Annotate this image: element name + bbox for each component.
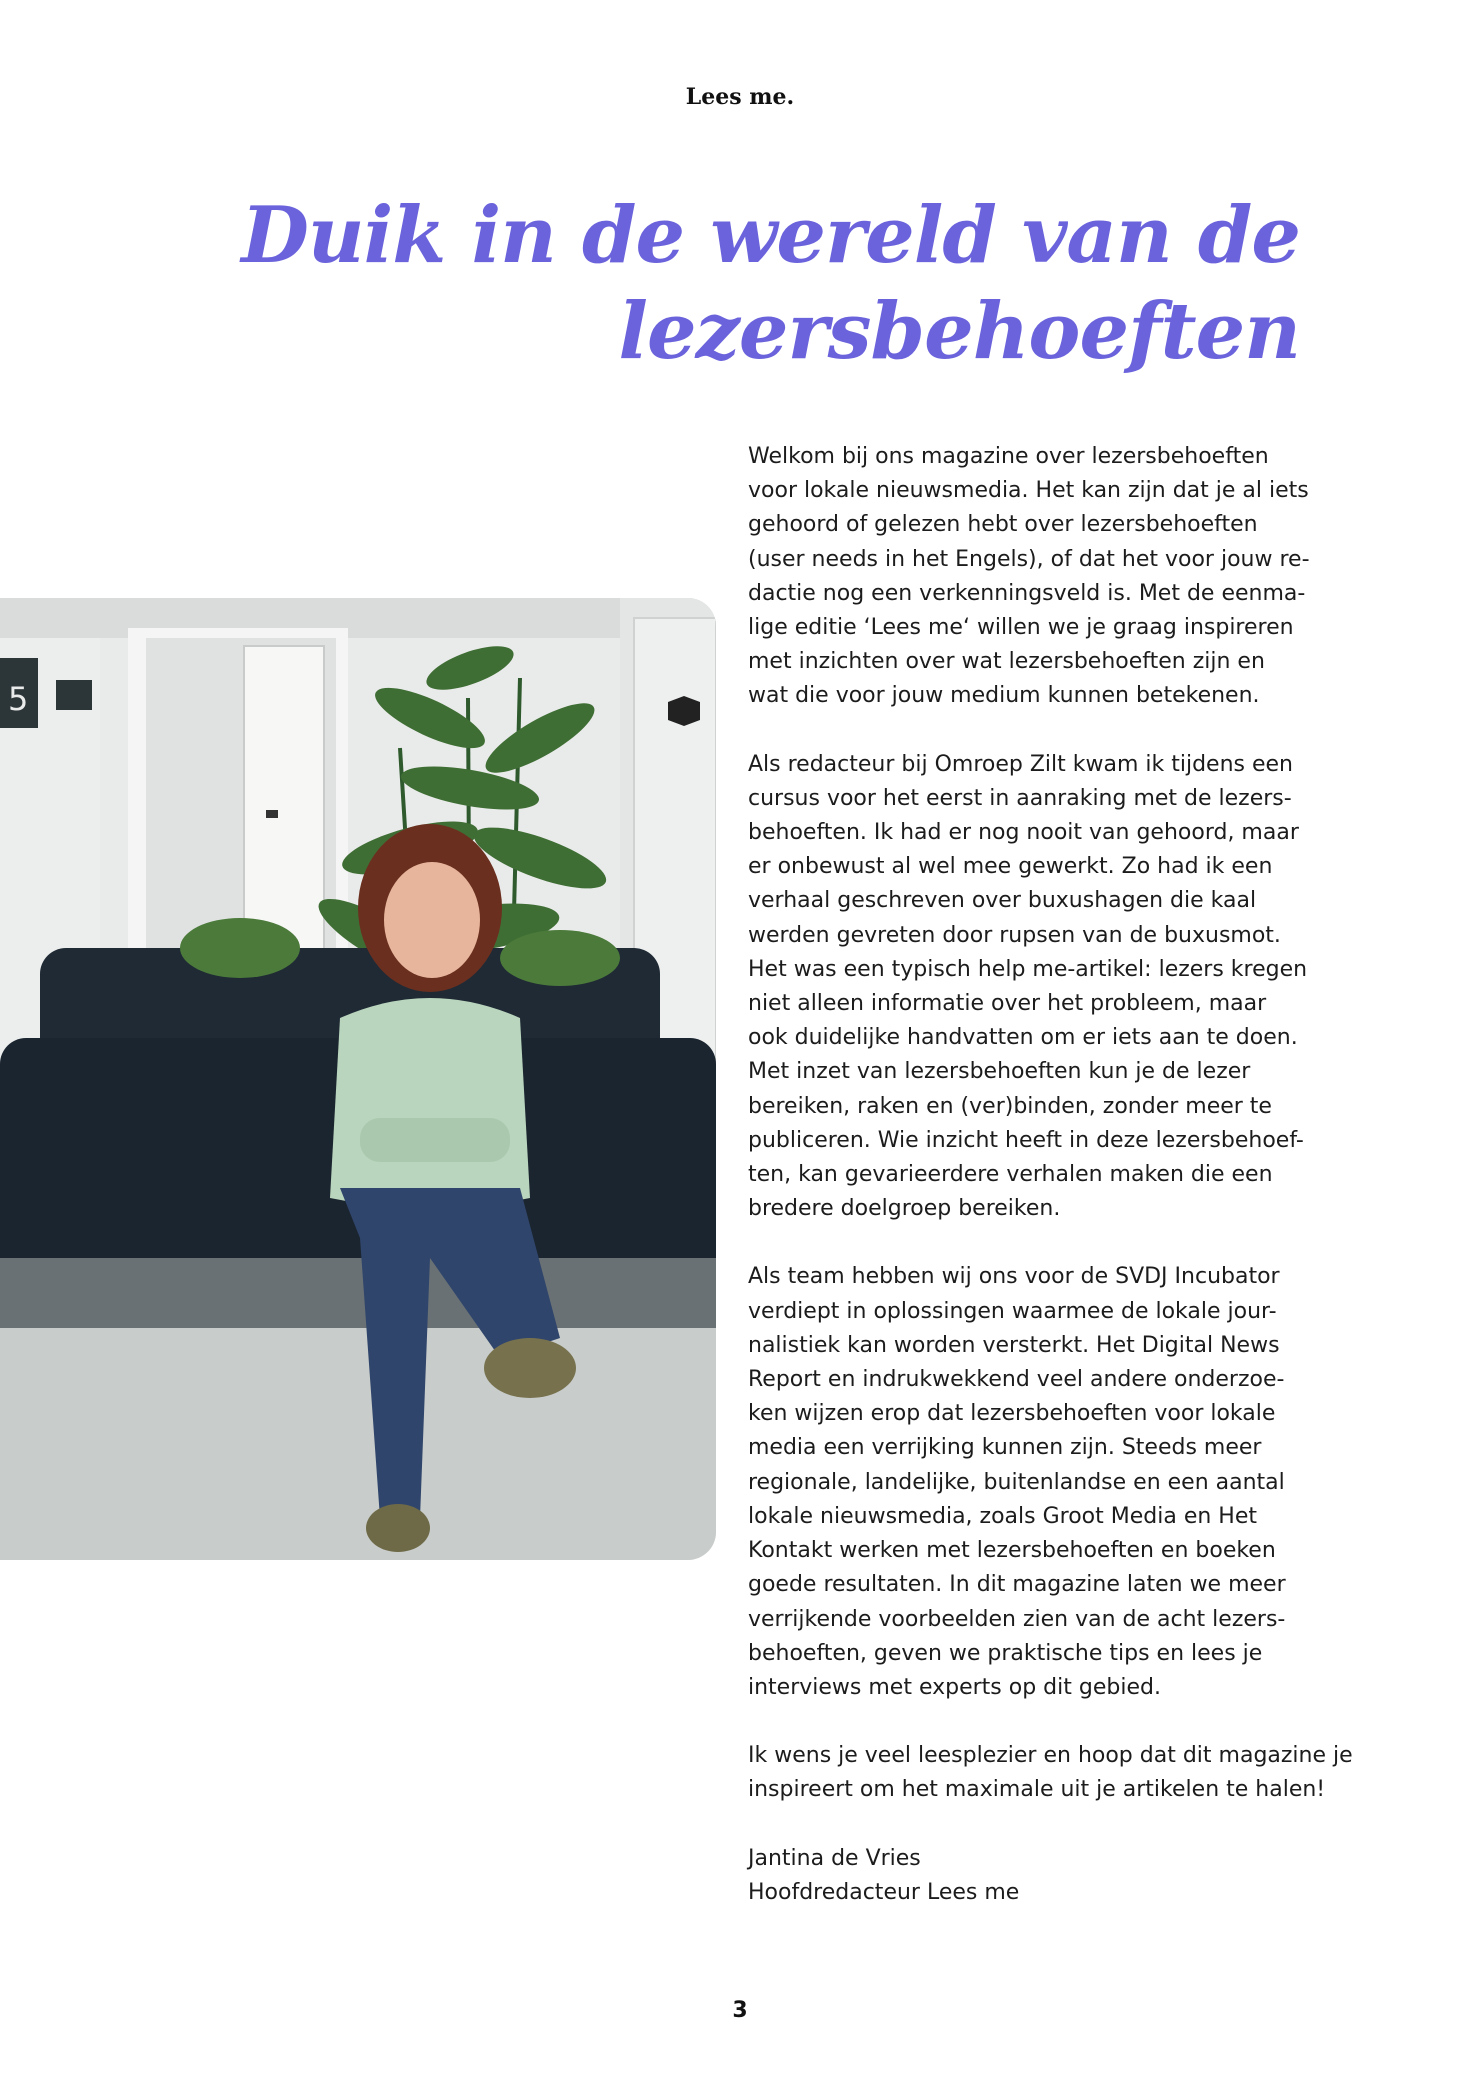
- headline-line-1: Duik in de wereld van de: [241, 190, 1300, 281]
- text-line: Als redacteur bij Omroep Zilt kwam ik tijdens een: [748, 751, 1294, 777]
- text-line: Report en indrukwekkend veel andere onderzoe-: [748, 1367, 1285, 1393]
- signature: [748, 1842, 1308, 1910]
- text-line: gehoord of gelezen hebt over lezersbehoeften: [748, 512, 1258, 538]
- text-line: voor lokale nieuwsmedia. Het kan zijn dat je al iets: [748, 478, 1309, 504]
- text-line: publiceren. Wie inzicht heeft in deze lezersbehoef-: [748, 1127, 1304, 1153]
- text-line: regionale, landelijke, buitenlandse en een aantal: [748, 1469, 1285, 1495]
- masthead: Lees me.: [685, 84, 795, 110]
- paragraph-4: [748, 1739, 1353, 1807]
- text-line: Ik wens je veel leesplezier en hoop dat dit magazine je: [748, 1743, 1353, 1769]
- headline: [100, 188, 1300, 380]
- photo-illustration: [0, 598, 716, 1560]
- text-line: werden gevreten door rupsen van de buxusmot.: [748, 922, 1281, 948]
- headline-line-2: lezersbehoeften: [618, 286, 1300, 377]
- text-line: Als team hebben wij ons voor de SVDJ Incubator: [748, 1264, 1280, 1290]
- page-number: 3: [732, 1998, 748, 2023]
- text-line: met inzichten over wat lezersbehoeften zijn en: [748, 649, 1265, 675]
- text-line: Het was een typisch help me-artikel: lezers kregen: [748, 956, 1308, 982]
- text-line: verrijkende voorbeelden zien van de acht lezers-: [748, 1606, 1286, 1632]
- text-line: Kontakt werken met lezersbehoeften en boeken: [748, 1538, 1276, 1564]
- text-line: Met inzet van lezersbehoeften kun je de lezer: [748, 1059, 1251, 1085]
- text-line: nalistiek kan worden versterkt. Het Digital News: [748, 1332, 1280, 1358]
- text-line: inspireert om het maximale uit je artikelen te halen!: [748, 1777, 1326, 1803]
- text-line: dactie nog een verkenningsveld is. Met de eenma-: [748, 580, 1306, 606]
- paragraph-2: [748, 748, 1308, 1227]
- text-line: niet alleen informatie over het probleem, maar: [748, 991, 1267, 1017]
- text-line: lokale nieuwsmedia, zoals Groot Media en Het: [748, 1503, 1257, 1529]
- text-line: behoeften. Ik had er nog nooit van gehoord, maar: [748, 820, 1299, 846]
- text-line: media een verrijking kunnen zijn. Steeds meer: [748, 1435, 1262, 1461]
- text-line: (user needs in het Engels), of dat het voor jouw re-: [748, 546, 1310, 572]
- paragraph-3: [748, 1260, 1308, 1705]
- text-line: interviews met experts op dit gebied.: [748, 1674, 1161, 1700]
- text-line: bereiken, raken en (ver)binden, zonder meer te: [748, 1093, 1272, 1119]
- text-line: Welkom bij ons magazine over lezersbehoeften: [748, 444, 1269, 469]
- text-line: ken wijzen erop dat lezersbehoeften voor lokale: [748, 1401, 1276, 1427]
- signature-role: Hoofdredacteur Lees me: [748, 1879, 1020, 1905]
- text-line: goede resultaten. In dit magazine laten we meer: [748, 1572, 1286, 1598]
- text-line: behoeften, geven we praktische tips en lees je: [748, 1640, 1263, 1666]
- article-body: [748, 440, 1353, 1944]
- portrait-photo: [0, 598, 716, 1560]
- text-line: verdiept in oplossingen waarmee de lokale jour-: [748, 1298, 1277, 1324]
- text-line: ten, kan gevarieerdere verhalen maken die een: [748, 1162, 1273, 1188]
- text-line: bredere doelgroep bereiken.: [748, 1196, 1061, 1222]
- text-line: er onbewust al wel mee gewerkt. Zo had ik een: [748, 854, 1273, 880]
- text-line: lige editie ‘Lees me‘ willen we je graag inspireren: [748, 615, 1294, 641]
- paragraph-1: [748, 440, 1308, 714]
- text-line: ook duidelijke handvatten om er iets aan te doen.: [748, 1025, 1298, 1051]
- signature-name: Jantina de Vries: [748, 1845, 921, 1871]
- text-line: verhaal geschreven over buxushagen die kaal: [748, 888, 1257, 914]
- text-line: cursus voor het eerst in aanraking met de lezers-: [748, 785, 1292, 811]
- sign-number: 5: [8, 680, 29, 718]
- text-line: wat die voor jouw medium kunnen betekenen.: [748, 683, 1260, 709]
